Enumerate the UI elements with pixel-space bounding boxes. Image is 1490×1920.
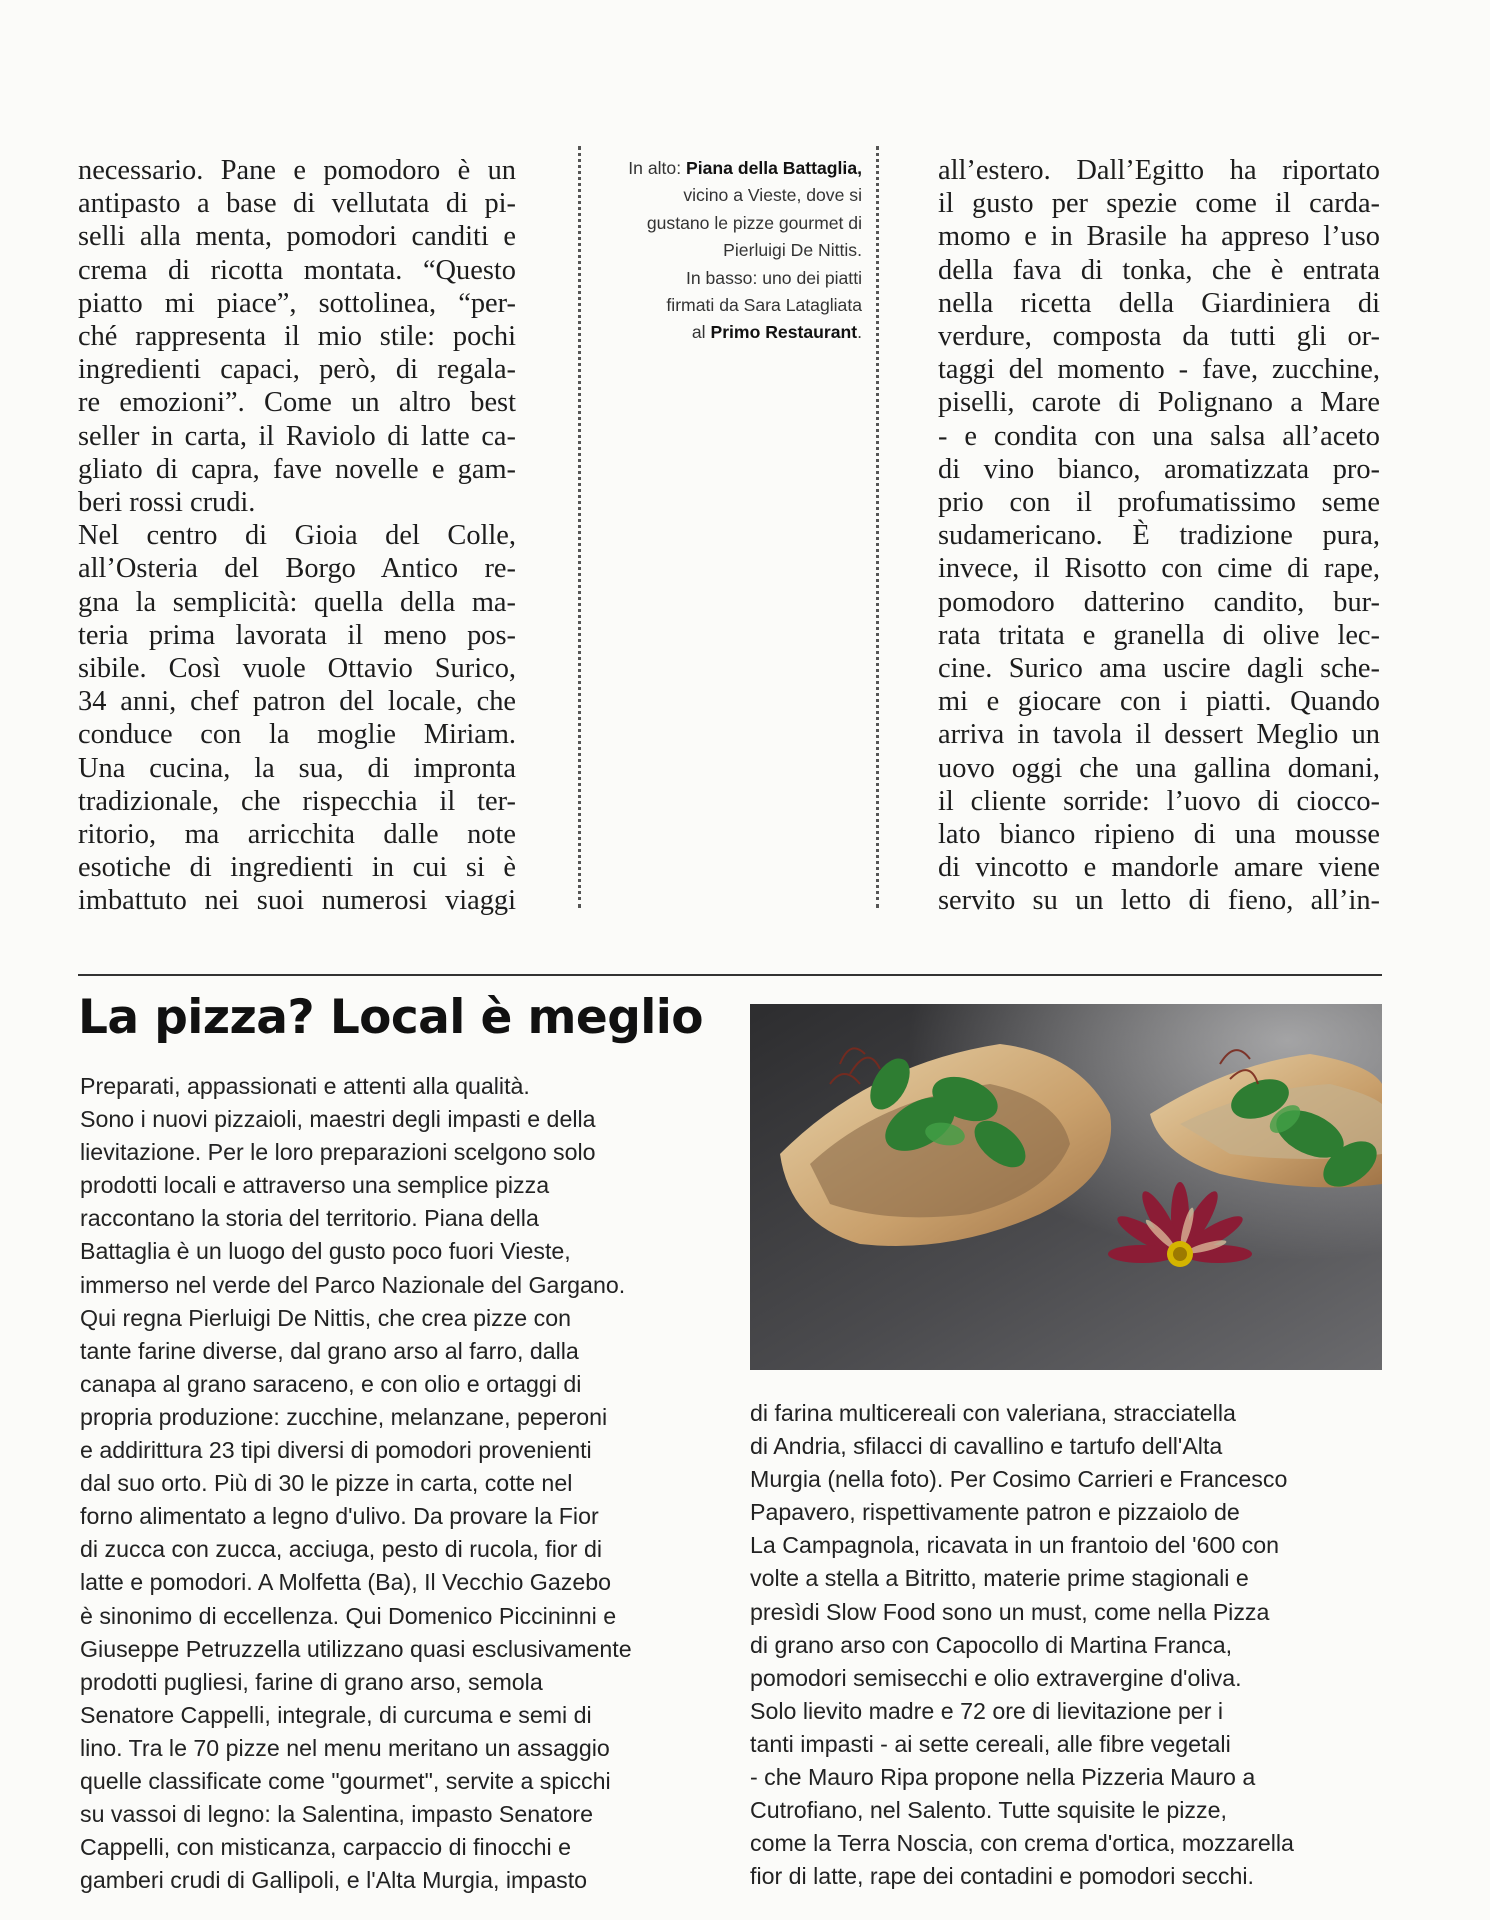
text-line: della fava di tonka, che è entrata	[938, 254, 1380, 286]
text-line: invece, il Risotto con cime di rape,	[938, 553, 1380, 585]
text-line: di zucca con zucca, acciuga, pesto di rucola, fior di	[80, 1536, 602, 1563]
text-line: sibile. Così vuole Ottavio Surico,	[78, 653, 516, 685]
text-line: di farina multicereali con valeriana, stracciatella	[750, 1400, 1236, 1426]
text-line: La Campagnola, ricavata in un frantoio del '600 con	[750, 1532, 1280, 1559]
column-divider-right	[876, 146, 879, 908]
text-line: ritorio, ma arricchita dalle note	[78, 819, 516, 851]
text-line: prio con il profumatissimo seme	[938, 487, 1380, 519]
text-line: immerso nel verde del Parco Nazionale del Gargano.	[80, 1271, 626, 1298]
section-title: La pizza? Local è meglio	[78, 990, 703, 1045]
text-line: rata tritata e granella di olive lec-	[938, 619, 1380, 651]
text-line: prodotti locali e attraverso una semplice pizza	[80, 1172, 550, 1199]
text-line: seller in carta, il Raviolo di latte ca-	[78, 420, 516, 452]
text-line: gamberi crudi di Gallipoli, e l'Alta Murgia, impasto	[80, 1867, 588, 1894]
text-line: mi e giocare con i piatti. Quando	[938, 686, 1380, 718]
text-line: tanti impasti - ai sette cereali, alle fibre vegetali	[750, 1730, 1231, 1757]
text-line: gliato di capra, fave novelle e gam-	[78, 453, 516, 485]
text-line: è sinonimo di eccellenza. Qui Domenico Piccininni e	[80, 1602, 617, 1629]
text-line: necessario. Pane e pomodoro è un	[78, 155, 516, 186]
text-line: pomodoro datterino candito, bur-	[938, 586, 1380, 618]
text-line: arriva in tavola il dessert Meglio un	[938, 719, 1380, 751]
text-line: canapa al grano saraceno, e con olio e ortaggi di	[80, 1370, 582, 1397]
caption-end: .	[857, 322, 862, 343]
caption-line: In basso: uno dei piatti	[685, 267, 862, 288]
text-line: Cutrofiano, nel Salento. Tutte squisite le pizze,	[750, 1797, 1227, 1824]
text-line: re emozioni”. Come un altro best	[78, 387, 516, 419]
text-line: pomodori semisecchi e olio extravergine d'oliva.	[750, 1664, 1242, 1691]
text-line: - e condita con una salsa all’aceto	[938, 420, 1380, 452]
caption-restaurant: Primo Restaurant	[710, 322, 858, 343]
text-line: forno alimentato a legno d'ulivo. Da provare la Fior	[80, 1503, 599, 1530]
text-line: cine. Surico ama uscire dagli sche-	[938, 653, 1380, 685]
caption-line: Pierluigi De Nittis.	[723, 240, 862, 261]
caption-line: vicino a Vieste, dove si	[683, 185, 862, 206]
text-line: beri rossi crudi.	[78, 487, 256, 519]
text-line: il cliente sorride: l’uovo di ciocco-	[938, 785, 1380, 817]
text-line: di grano arso con Capocollo di Martina Franca,	[750, 1631, 1233, 1658]
text-line: gna la semplicità: quella della ma-	[78, 586, 516, 618]
text-line: tradizionale, che rispecchia il ter-	[78, 785, 516, 817]
text-line: latte e pomodori. A Molfetta (Ba), Il Vecchio Gazebo	[80, 1569, 612, 1596]
text-line: lievitazione. Per le loro preparazioni scelgono solo	[80, 1139, 596, 1166]
text-line: servito su un letto di fieno, all’in-	[938, 885, 1380, 917]
text-line: imbattuto nei suoi numerosi viaggi	[78, 885, 516, 917]
text-line: teria prima lavorata il meno pos-	[78, 619, 516, 651]
text-line: all’Osteria del Borgo Antico re-	[78, 553, 516, 585]
article-column-right	[938, 154, 1380, 918]
text-line: dal suo orto. Più di 30 le pizze in carta, cotte nel	[80, 1470, 573, 1497]
text-line: taggi del momento - fave, zucchine,	[938, 354, 1380, 386]
text-line: conduce con la moglie Miriam.	[78, 719, 516, 751]
text-line: ingredienti capaci, però, di regala-	[78, 354, 516, 386]
text-line: raccontano la storia del territorio. Piana della	[80, 1205, 539, 1232]
text-line: sudamericano. È tradizione pura,	[938, 520, 1380, 552]
pizza-photo-illustration	[750, 1004, 1382, 1370]
text-line: volte a stella a Bitritto, materie prime stagionali e	[750, 1565, 1249, 1592]
text-line: lato bianco ripieno di una mousse	[938, 819, 1380, 851]
text-line: Nel centro di Gioia del Colle,	[78, 520, 516, 552]
caption-line: firmati da Sara Latagliata	[666, 295, 862, 316]
text-line: Battaglia è un luogo del gusto poco fuori Vieste,	[80, 1238, 571, 1265]
text-line: presìdi Slow Food sono un must, come nella Pizza	[750, 1598, 1270, 1625]
text-line: di vincotto e mandorle amare viene	[938, 852, 1380, 884]
caption-prefix: al	[691, 322, 706, 343]
text-line: Una cucina, la sua, di impronta	[78, 752, 516, 784]
text-line: su vassoi di legno: la Salentina, impasto Senatore	[80, 1801, 594, 1828]
text-line: prodotti pugliesi, farine di grano arso, semola	[80, 1668, 543, 1695]
text-line: nella ricetta della Giardiniera di	[938, 287, 1380, 319]
text-line: il gusto per spezie come il carda-	[938, 188, 1380, 220]
text-line: Cappelli, con misticanza, carpaccio di finocchi e	[80, 1834, 572, 1861]
text-line: Sono i nuovi pizzaioli, maestri degli impasti e della	[80, 1106, 596, 1133]
text-line: esotiche di ingredienti in cui si è	[78, 852, 516, 884]
text-line: piselli, carote di Polignano a Mare	[938, 387, 1380, 419]
text-line: piatto mi piace”, sottolinea, “per-	[78, 287, 516, 319]
caption-label: In alto:	[628, 158, 682, 178]
text-line: all’estero. Dall’Egitto ha riportato	[938, 155, 1380, 186]
text-line: antipasto a base di vellutata di pi-	[78, 188, 516, 220]
text-line: - che Mauro Ripa propone nella Pizzeria Mauro a	[750, 1764, 1256, 1791]
text-line: come la Terra Noscia, con crema d'ortica, mozzarella	[750, 1830, 1294, 1857]
text-line: di Andria, sfilacci di cavallino e tartufo dell'Alta	[750, 1433, 1223, 1460]
pizza-column-left	[80, 1070, 720, 1897]
text-line: lino. Tra le 70 pizze nel menu meritano un assaggio	[80, 1734, 610, 1761]
text-line: selli alla menta, pomodori canditi e	[78, 221, 516, 253]
text-line: Giuseppe Petruzzella utilizzano quasi esclusivamente	[80, 1635, 632, 1662]
caption-line: gustano le pizze gourmet di	[646, 212, 862, 233]
section-rule	[78, 974, 1382, 976]
text-line: Solo lievito madre e 72 ore di lievitazione per i	[750, 1697, 1224, 1724]
text-line: 34 anni, chef patron del locale, che	[78, 686, 516, 718]
text-line: uovo oggi che una gallina domani,	[938, 752, 1380, 784]
text-line: ché rappresenta il mio stile: pochi	[78, 321, 516, 353]
text-line: verdure, composta da tutti gli or-	[938, 321, 1380, 353]
article-column-left	[78, 154, 516, 918]
text-line: crema di ricotta montata. “Questo	[78, 254, 516, 286]
pizza-photo	[750, 1004, 1382, 1370]
caption-place: Piana della Battaglia,	[686, 158, 862, 178]
column-divider-left	[578, 146, 581, 908]
text-line: fior di latte, rape dei contadini e pomodori secchi.	[750, 1863, 1254, 1890]
text-line: Murgia (nella foto). Per Cosimo Carrieri e Francesco	[750, 1466, 1288, 1493]
pizza-column-right	[750, 1397, 1370, 1893]
photo-caption	[590, 155, 862, 347]
text-line: tante farine diverse, dal grano arso al farro, dalla	[80, 1337, 579, 1364]
text-line: Qui regna Pierluigi De Nittis, che crea pizze con	[80, 1304, 572, 1331]
text-line: quelle classificate come "gourmet", servite a spicchi	[80, 1767, 611, 1794]
text-line: Papavero, rispettivamente patron e pizzaiolo de	[750, 1499, 1240, 1526]
text-line: momo e in Brasile ha appreso l’uso	[938, 221, 1380, 253]
text-line: Preparati, appassionati e attenti alla qualità.	[80, 1073, 530, 1099]
text-line: propria produzione: zucchine, melanzane, peperoni	[80, 1403, 608, 1430]
text-line: di vino bianco, aromatizzata pro-	[938, 453, 1380, 485]
text-line: Senatore Cappelli, integrale, di curcuma e semi di	[80, 1701, 592, 1728]
text-line: e addirittura 23 tipi diversi di pomodori provenienti	[80, 1437, 592, 1464]
